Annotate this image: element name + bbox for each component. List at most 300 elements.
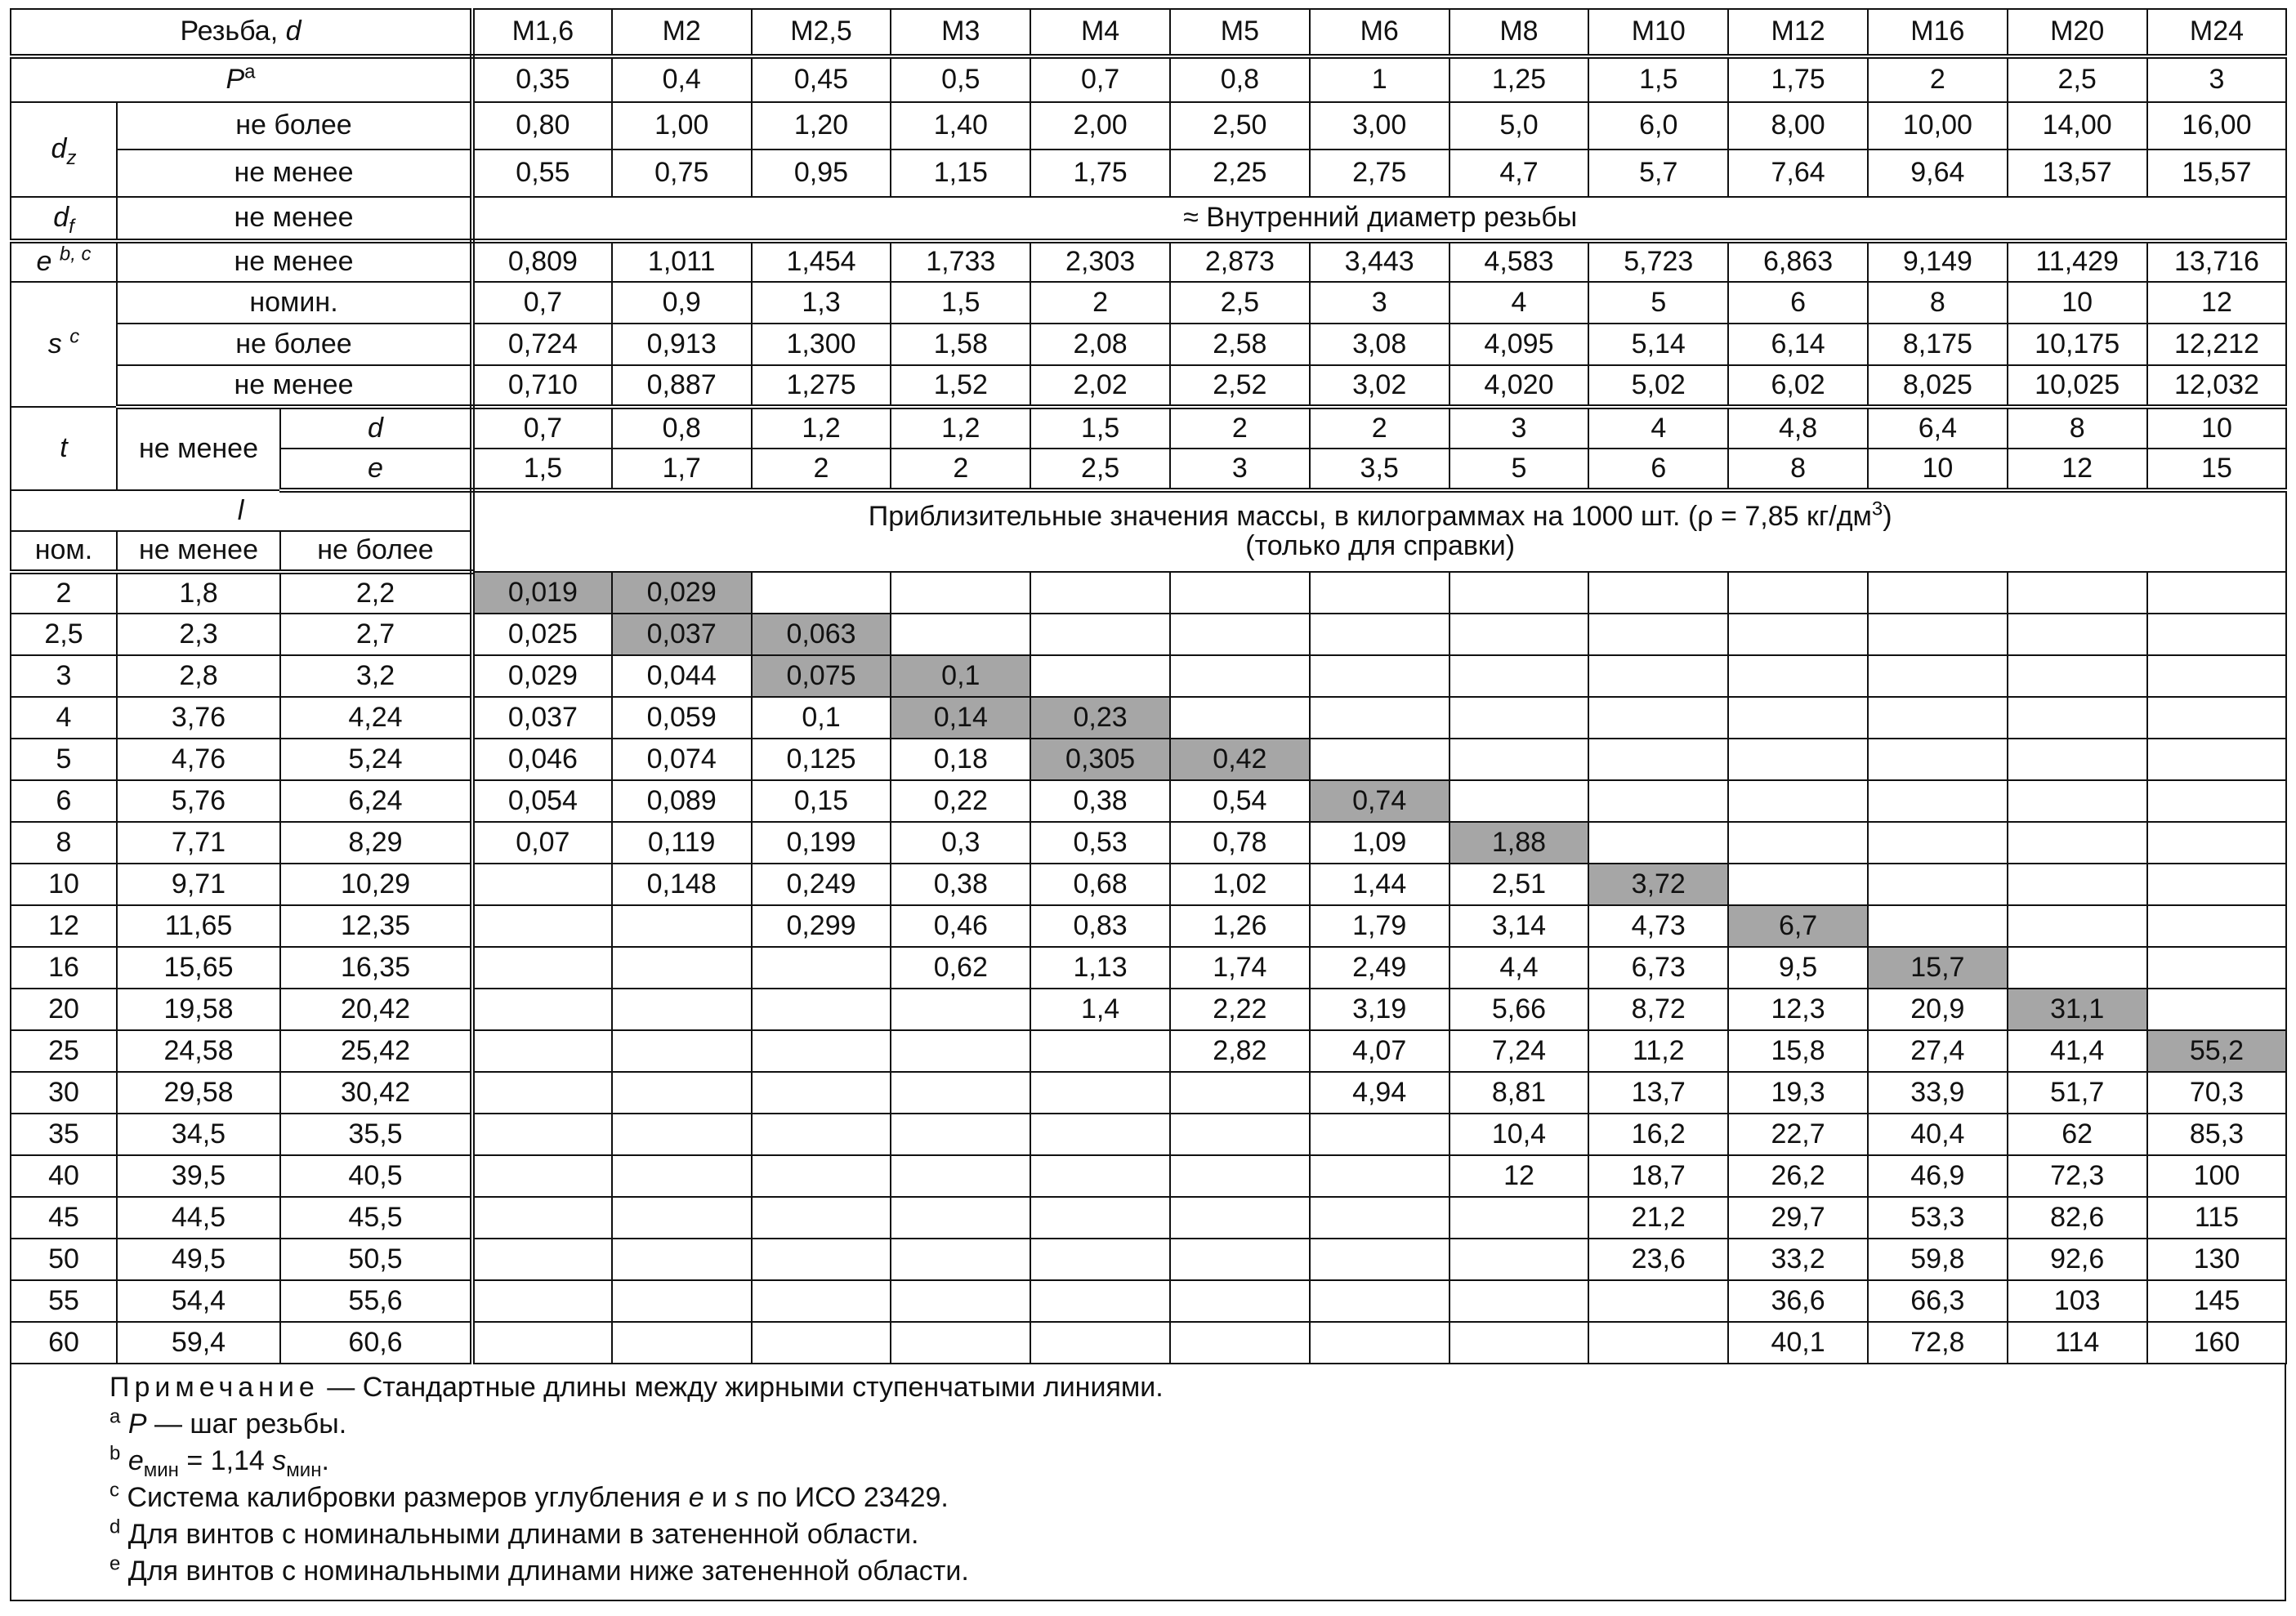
s-min-value: 1,52 <box>891 365 1030 407</box>
mass-value <box>612 1114 752 1155</box>
pitch-value: 2 <box>1868 56 2008 102</box>
mass-value: 41,4 <box>2008 1030 2147 1072</box>
length-min: 34,5 <box>117 1114 280 1155</box>
mass-value: 11,2 <box>1588 1030 1728 1072</box>
table-row <box>11 822 2286 864</box>
mass-value <box>1588 1280 1728 1322</box>
mass-value <box>612 1239 752 1280</box>
mass-value <box>1170 572 1310 614</box>
mass-value <box>1030 1114 1170 1155</box>
length-nom: 50 <box>11 1239 117 1280</box>
mass-value: 0,089 <box>612 780 752 822</box>
mass-value <box>752 572 891 614</box>
mass-value: 130 <box>2147 1239 2287 1280</box>
s-max-value: 10,175 <box>2008 324 2147 365</box>
mass-value <box>612 1322 752 1364</box>
mass-value <box>472 1239 612 1280</box>
mass-value: 4,4 <box>1450 947 1589 989</box>
length-min: 4,76 <box>117 739 280 780</box>
size-header: M2 <box>612 9 752 56</box>
e-value: 1,454 <box>752 241 891 282</box>
dz-max-label: не более <box>117 102 472 150</box>
length-max: 4,24 <box>280 697 472 739</box>
mass-value <box>1170 655 1310 697</box>
mass-value: 0,14 <box>891 697 1030 739</box>
thread-label-cell <box>11 9 472 56</box>
e-value: 0,809 <box>472 241 612 282</box>
mass-value: 0,249 <box>752 864 891 905</box>
mass-value: 0,83 <box>1030 905 1170 947</box>
mass-value: 16,2 <box>1588 1114 1728 1155</box>
length-nom: 10 <box>11 864 117 905</box>
mass-value <box>2008 780 2147 822</box>
mass-value: 0,22 <box>891 780 1030 822</box>
mass-value: 5,66 <box>1450 989 1589 1030</box>
mass-value: 0,62 <box>891 947 1030 989</box>
table-body <box>11 9 2286 1364</box>
length-min: 1,8 <box>117 572 280 614</box>
mass-value: 21,2 <box>1588 1197 1728 1239</box>
mass-value <box>612 947 752 989</box>
mass-value: 36,6 <box>1728 1280 1868 1322</box>
mass-value <box>472 864 612 905</box>
mass-value <box>2008 572 2147 614</box>
pitch-label: $P^a$ <box>11 56 472 102</box>
footnote-d: $^d$ Для винтов с номинальными длинами в затененной области. <box>109 1516 919 1550</box>
dz-min-value: 2,75 <box>1310 150 1450 197</box>
length-max: 5,24 <box>280 739 472 780</box>
mass-value: 4,73 <box>1588 905 1728 947</box>
mass-value <box>1450 572 1589 614</box>
s-min-value: 10,025 <box>2008 365 2147 407</box>
length-max: 30,42 <box>280 1072 472 1114</box>
length-max: 2,2 <box>280 572 472 614</box>
mass-value: 0,1 <box>891 655 1030 697</box>
mass-value <box>612 1155 752 1197</box>
length-max: 3,2 <box>280 655 472 697</box>
t-e-value: 2 <box>752 449 891 490</box>
dz-min-row <box>11 150 2286 197</box>
mass-value: 0,18 <box>891 739 1030 780</box>
mass-value: 0,029 <box>472 655 612 697</box>
screw-dimensions-table <box>10 8 2287 1364</box>
length-min: 11,65 <box>117 905 280 947</box>
mass-value: 145 <box>2147 1280 2287 1322</box>
mass-value: 0,037 <box>472 697 612 739</box>
length-nom: 2,5 <box>11 614 117 655</box>
mass-value <box>1868 864 2008 905</box>
s-min-value: 3,02 <box>1310 365 1450 407</box>
mass-value: 114 <box>2008 1322 2147 1364</box>
mass-value: 0,148 <box>612 864 752 905</box>
t-e-value: 15 <box>2147 449 2287 490</box>
length-min: 29,58 <box>117 1072 280 1114</box>
mass-value <box>2147 864 2287 905</box>
length-max: 12,35 <box>280 905 472 947</box>
dz-max-value: 1,20 <box>752 102 891 150</box>
mass-value <box>2008 864 2147 905</box>
pitch-value: 0,5 <box>891 56 1030 102</box>
size-header: M8 <box>1450 9 1589 56</box>
mass-value: 3,72 <box>1588 864 1728 905</box>
footnote-b: $^b$ $e_{мин} = 1,14$ $s_{мин}$. <box>109 1442 329 1481</box>
e-value: 2,303 <box>1030 241 1170 282</box>
mass-value <box>752 1114 891 1155</box>
dz-min-value: 2,25 <box>1170 150 1310 197</box>
s-nom-value: 10 <box>2008 282 2147 324</box>
mass-value: 9,5 <box>1728 947 1868 989</box>
dz-max-value: 1,00 <box>612 102 752 150</box>
s-min-value: 12,032 <box>2147 365 2287 407</box>
mass-value <box>612 1280 752 1322</box>
t-d-value: 0,8 <box>612 407 752 449</box>
mass-value: 18,7 <box>1588 1155 1728 1197</box>
table-row <box>11 989 2286 1030</box>
mass-value: 10,4 <box>1450 1114 1589 1155</box>
mass-value <box>1588 655 1728 697</box>
mass-value <box>752 1322 891 1364</box>
s-max-value: 3,08 <box>1310 324 1450 365</box>
mass-value <box>1868 572 2008 614</box>
mass-value <box>1728 864 1868 905</box>
mass-value <box>1588 822 1728 864</box>
s-nom-value: 1,3 <box>752 282 891 324</box>
mass-value: 0,119 <box>612 822 752 864</box>
mass-value <box>472 905 612 947</box>
mass-value: 12 <box>1450 1155 1589 1197</box>
mass-value: 46,9 <box>1868 1155 2008 1197</box>
t-e-value: 2 <box>891 449 1030 490</box>
s-max-value: 8,175 <box>1868 324 2008 365</box>
t-e-row <box>11 449 2286 490</box>
mass-value: 4,07 <box>1310 1030 1450 1072</box>
t-e-value: 5 <box>1450 449 1589 490</box>
pitch-value: 0,8 <box>1170 56 1310 102</box>
mass-value <box>612 1030 752 1072</box>
t-d-value: 4,8 <box>1728 407 1868 449</box>
s-nom-value: 2 <box>1030 282 1170 324</box>
pitch-row <box>11 56 2286 102</box>
mass-value <box>1588 739 1728 780</box>
dz-max-value: 5,0 <box>1450 102 1589 150</box>
length-min: 15,65 <box>117 947 280 989</box>
mass-value: 0,054 <box>472 780 612 822</box>
mass-value <box>2147 989 2287 1030</box>
mass-value: 2,82 <box>1170 1030 1310 1072</box>
mass-value: 3,14 <box>1450 905 1589 947</box>
mass-value <box>2008 905 2147 947</box>
mass-value <box>1170 1322 1310 1364</box>
mass-value <box>472 1280 612 1322</box>
mass-value <box>1030 1155 1170 1197</box>
length-min: 3,76 <box>117 697 280 739</box>
table-row <box>11 1114 2286 1155</box>
mass-value <box>1450 1197 1589 1239</box>
size-header: M16 <box>1868 9 2008 56</box>
t-symbol: t <box>11 407 117 490</box>
mass-value: 0,07 <box>472 822 612 864</box>
dz-max-value: 1,40 <box>891 102 1030 150</box>
mass-value: 115 <box>2147 1197 2287 1239</box>
pitch-value: 0,45 <box>752 56 891 102</box>
mass-value: 66,3 <box>1868 1280 2008 1322</box>
mass-value <box>612 1072 752 1114</box>
mass-value: 26,2 <box>1728 1155 1868 1197</box>
mass-value <box>2147 780 2287 822</box>
mass-value: 0,019 <box>472 572 612 614</box>
dz-max-value: 6,0 <box>1588 102 1728 150</box>
s-min-value: 0,887 <box>612 365 752 407</box>
mass-value: 1,74 <box>1170 947 1310 989</box>
s-min-label: не менее <box>117 365 472 407</box>
t-d-value: 2 <box>1310 407 1450 449</box>
length-max-header: не более <box>280 531 472 572</box>
mass-value: 22,7 <box>1728 1114 1868 1155</box>
e-value: 1,011 <box>612 241 752 282</box>
dz-max-value: 0,80 <box>472 102 612 150</box>
t-e-value: 10 <box>1868 449 2008 490</box>
mass-value: 53,3 <box>1868 1197 2008 1239</box>
mass-value <box>1588 780 1728 822</box>
t-d-label: d <box>280 407 472 449</box>
mass-value <box>1450 780 1589 822</box>
e-value: 1,733 <box>891 241 1030 282</box>
dz-max-value: 2,50 <box>1170 102 1310 150</box>
mass-value: 0,075 <box>752 655 891 697</box>
t-e-value: 2,5 <box>1030 449 1170 490</box>
length-nom: 30 <box>11 1072 117 1114</box>
mass-value <box>1310 614 1450 655</box>
mass-value: 92,6 <box>2008 1239 2147 1280</box>
s-min-value: 5,02 <box>1588 365 1728 407</box>
t-d-value: 10 <box>2147 407 2287 449</box>
mass-value: 20,9 <box>1868 989 2008 1030</box>
mass-value: 0,42 <box>1170 739 1310 780</box>
e-symbol: e $^{b, c}$ <box>11 241 117 282</box>
mass-value <box>891 1322 1030 1364</box>
mass-value <box>2147 655 2287 697</box>
mass-value <box>1450 739 1589 780</box>
size-header: M6 <box>1310 9 1450 56</box>
mass-value <box>2147 947 2287 989</box>
length-nom: 60 <box>11 1322 117 1364</box>
length-min: 39,5 <box>117 1155 280 1197</box>
mass-value: 0,23 <box>1030 697 1170 739</box>
mass-value <box>891 989 1030 1030</box>
t-e-label: e <box>280 449 472 490</box>
mass-value: 40,1 <box>1728 1322 1868 1364</box>
mass-value <box>891 1197 1030 1239</box>
s-nom-label: номин. <box>117 282 472 324</box>
dz-max-value: 16,00 <box>2147 102 2287 150</box>
mass-value <box>1310 1197 1450 1239</box>
t-d-value: 4 <box>1588 407 1728 449</box>
pitch-value: 3 <box>2147 56 2287 102</box>
length-max: 8,29 <box>280 822 472 864</box>
table-row <box>11 1030 2286 1072</box>
mass-value <box>1728 822 1868 864</box>
dz-min-value: 0,95 <box>752 150 891 197</box>
mass-value <box>1868 655 2008 697</box>
mass-value <box>1310 1280 1450 1322</box>
size-header: M20 <box>2008 9 2147 56</box>
table-row <box>11 697 2286 739</box>
mass-value <box>2147 739 2287 780</box>
s-max-value: 0,724 <box>472 324 612 365</box>
mass-value <box>472 989 612 1030</box>
mass-value: 2,49 <box>1310 947 1450 989</box>
table-row <box>11 864 2286 905</box>
table-row <box>11 572 2286 614</box>
mass-value <box>2147 822 2287 864</box>
mass-value <box>891 1072 1030 1114</box>
mass-value: 33,9 <box>1868 1072 2008 1114</box>
mass-value <box>1170 614 1310 655</box>
mass-value <box>891 614 1030 655</box>
mass-value <box>1588 614 1728 655</box>
length-nom-header: ном. <box>11 531 117 572</box>
mass-value <box>1728 697 1868 739</box>
mass-value: 27,4 <box>1868 1030 2008 1072</box>
e-value: 13,716 <box>2147 241 2287 282</box>
size-header: M4 <box>1030 9 1170 56</box>
mass-value: 1,09 <box>1310 822 1450 864</box>
mass-value: 0,15 <box>752 780 891 822</box>
mass-value: 0,029 <box>612 572 752 614</box>
mass-value: 0,199 <box>752 822 891 864</box>
length-nom: 12 <box>11 905 117 947</box>
mass-value: 3,19 <box>1310 989 1450 1030</box>
t-d-row <box>11 407 2286 449</box>
mass-value: 0,305 <box>1030 739 1170 780</box>
length-symbol: l <box>11 490 472 531</box>
header-row <box>11 9 2286 56</box>
mass-value: 70,3 <box>2147 1072 2287 1114</box>
s-nom-value: 3 <box>1310 282 1450 324</box>
df-value: ≈ Внутренний диаметр резьбы <box>472 197 2286 241</box>
mass-value <box>2008 822 2147 864</box>
pitch-value: 0,35 <box>472 56 612 102</box>
dz-max-value: 10,00 <box>1868 102 2008 150</box>
mass-value: 0,74 <box>1310 780 1450 822</box>
mass-value: 1,02 <box>1170 864 1310 905</box>
s-min-value: 8,025 <box>1868 365 2008 407</box>
mass-value: 2,22 <box>1170 989 1310 1030</box>
size-header: M5 <box>1170 9 1310 56</box>
dz-max-value: 8,00 <box>1728 102 1868 150</box>
mass-value <box>1868 697 2008 739</box>
length-nom: 8 <box>11 822 117 864</box>
length-nom: 40 <box>11 1155 117 1197</box>
mass-value: 0,063 <box>752 614 891 655</box>
mass-value: 23,6 <box>1588 1239 1728 1280</box>
s-min-value: 2,02 <box>1030 365 1170 407</box>
mass-value <box>752 1197 891 1239</box>
mass-value: 103 <box>2008 1280 2147 1322</box>
mass-value <box>612 1197 752 1239</box>
length-min: 24,58 <box>117 1030 280 1072</box>
s-max-label: не более <box>117 324 472 365</box>
s-min-value: 6,02 <box>1728 365 1868 407</box>
mass-value <box>1310 697 1450 739</box>
mass-value <box>1450 1239 1589 1280</box>
mass-value <box>612 905 752 947</box>
length-max: 20,42 <box>280 989 472 1030</box>
mass-value: 85,3 <box>2147 1114 2287 1155</box>
table-row <box>11 614 2286 655</box>
mass-value: 51,7 <box>2008 1072 2147 1114</box>
mass-value: 12,3 <box>1728 989 1868 1030</box>
thread-symbol: d <box>285 16 302 47</box>
mass-value: 1,4 <box>1030 989 1170 1030</box>
mass-value: 29,7 <box>1728 1197 1868 1239</box>
pitch-value: 1 <box>1310 56 1450 102</box>
s-nom-value: 1,5 <box>891 282 1030 324</box>
mass-value <box>1728 780 1868 822</box>
t-d-value: 1,2 <box>752 407 891 449</box>
mass-value <box>752 1072 891 1114</box>
mass-value <box>1170 697 1310 739</box>
mass-value <box>1728 614 1868 655</box>
length-nom: 20 <box>11 989 117 1030</box>
mass-value: 0,78 <box>1170 822 1310 864</box>
s-nom-value: 4 <box>1450 282 1589 324</box>
s-nom-value: 5 <box>1588 282 1728 324</box>
dz-min-value: 0,75 <box>612 150 752 197</box>
t-label: не менее <box>117 407 280 490</box>
length-max: 16,35 <box>280 947 472 989</box>
mass-value <box>1868 739 2008 780</box>
mass-value: 15,7 <box>1868 947 2008 989</box>
df-symbol: $d_f$ <box>11 197 117 241</box>
mass-value <box>2008 697 2147 739</box>
mass-value <box>1450 614 1589 655</box>
s-nom-value: 0,7 <box>472 282 612 324</box>
pitch-value: 2,5 <box>2008 56 2147 102</box>
s-min-value: 1,275 <box>752 365 891 407</box>
t-e-value: 8 <box>1728 449 1868 490</box>
mass-value <box>1588 572 1728 614</box>
table-row <box>11 780 2286 822</box>
footnote-e: $^e$ Для винтов с номинальными длинами ниже затененной области. <box>109 1552 969 1587</box>
mass-value <box>1868 614 2008 655</box>
mass-value: 0,025 <box>472 614 612 655</box>
dz-min-value: 1,15 <box>891 150 1030 197</box>
table-row <box>11 1322 2286 1364</box>
mass-value <box>1310 655 1450 697</box>
dz-min-value: 15,57 <box>2147 150 2287 197</box>
mass-value <box>1170 1072 1310 1114</box>
mass-value <box>752 989 891 1030</box>
mass-title: Приблизительные значения массы, в килограммах на 1000 шт. (ρ = 7,85 $кг/дм^3$) (только для справки) <box>472 490 2286 572</box>
mass-value: 33,2 <box>1728 1239 1868 1280</box>
dz-min-value: 4,7 <box>1450 150 1589 197</box>
s-nom-value: 2,5 <box>1170 282 1310 324</box>
t-d-value: 1,5 <box>1030 407 1170 449</box>
s-max-value: 0,913 <box>612 324 752 365</box>
size-header: M10 <box>1588 9 1728 56</box>
mass-value <box>2008 739 2147 780</box>
e-value: 3,443 <box>1310 241 1450 282</box>
mass-value: 8,81 <box>1450 1072 1589 1114</box>
mass-value <box>752 1280 891 1322</box>
e-value: 6,863 <box>1728 241 1868 282</box>
mass-value <box>752 1239 891 1280</box>
length-min: 49,5 <box>117 1239 280 1280</box>
size-header: M2,5 <box>752 9 891 56</box>
s-min-value: 0,710 <box>472 365 612 407</box>
mass-value <box>2008 947 2147 989</box>
